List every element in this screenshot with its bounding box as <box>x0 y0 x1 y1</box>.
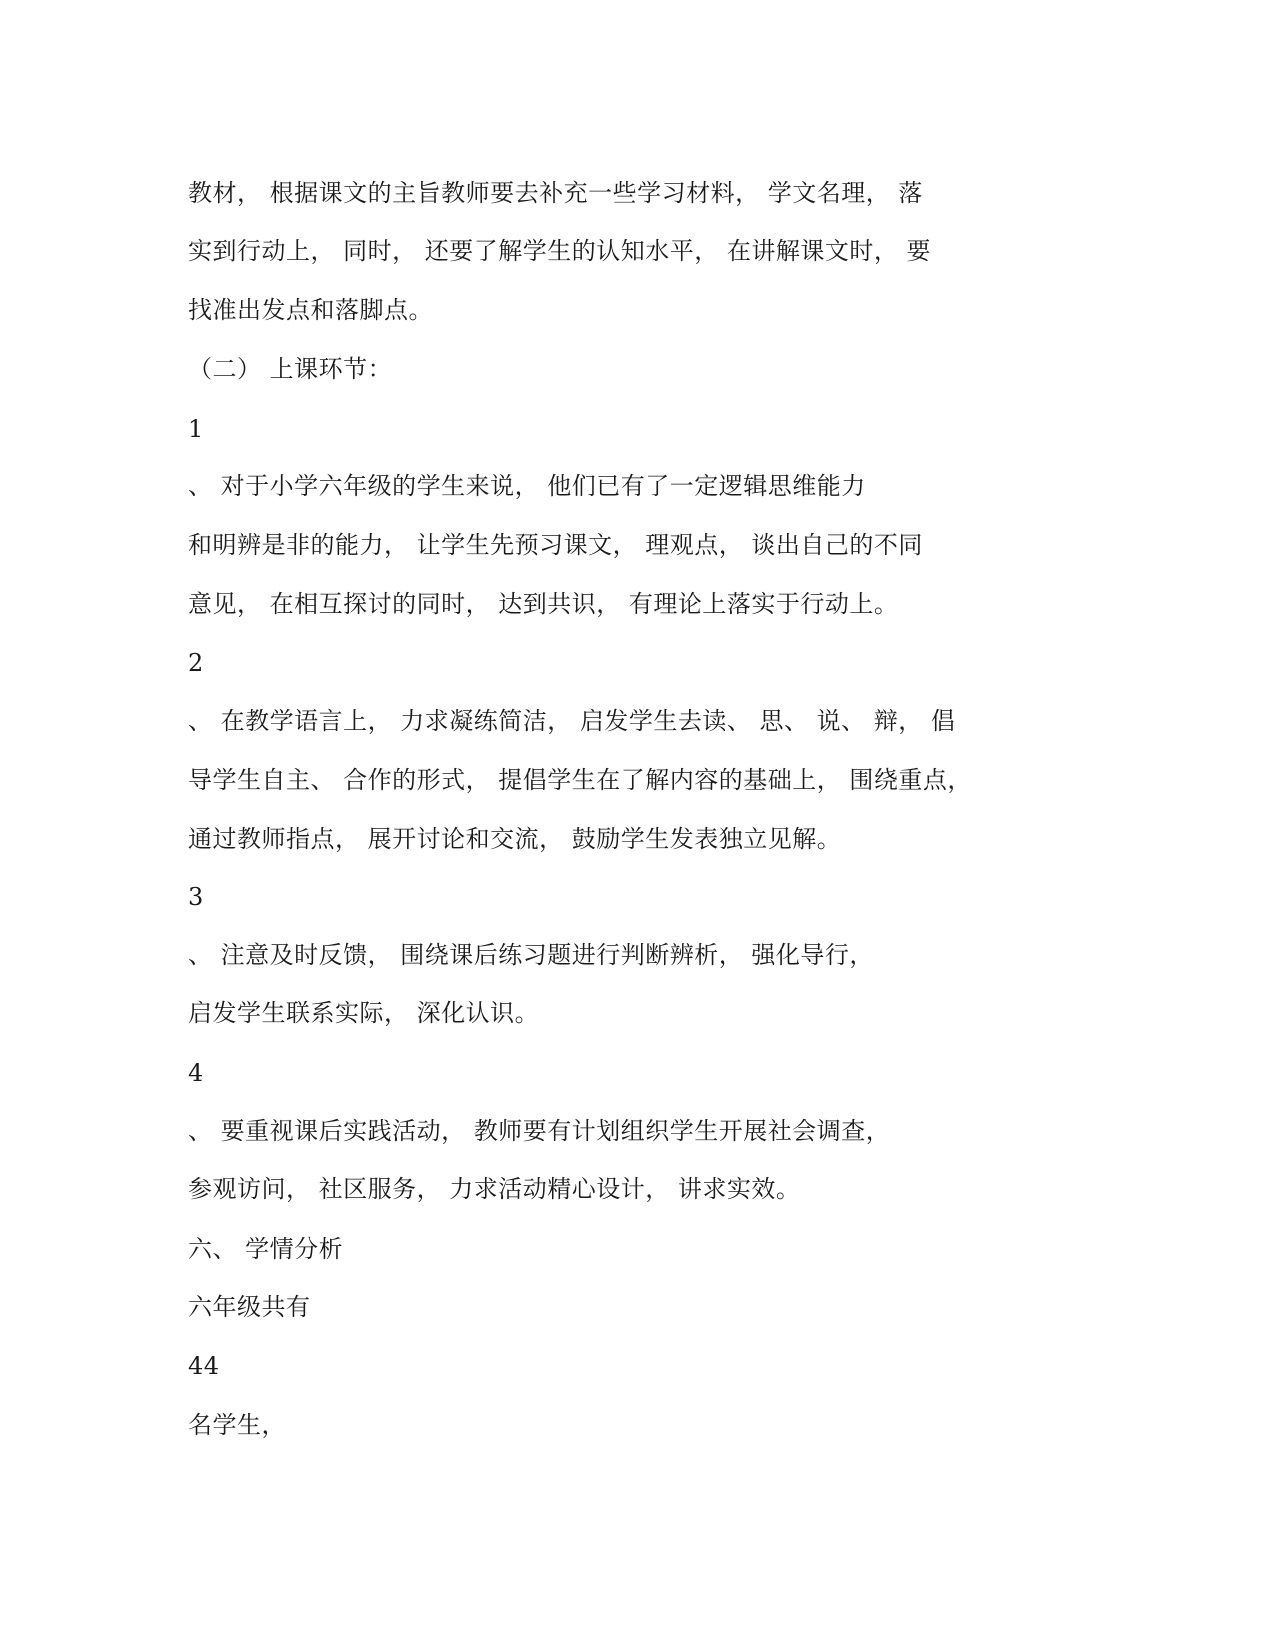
text-line: 实到行动上， 同时， 还要了解学生的认知水平， 在讲解课文时， 要 <box>188 237 932 265</box>
list-number: 3 <box>188 883 204 911</box>
section-heading: 六、 学情分析 <box>188 1235 344 1263</box>
text-line: 和明辨是非的能力， 让学生先预习课文， 理观点， 谈出自己的不同 <box>188 531 923 559</box>
section-heading: （二） 上课环节： <box>188 355 393 383</box>
text-line: 名学生， <box>188 1411 286 1439</box>
text-line: 教材， 根据课文的主旨教师要去补充一些学习材料， 学文名理， 落 <box>188 179 923 207</box>
list-number: 2 <box>188 649 204 677</box>
text-line: 、 要重视课后实践活动， 教师要有计划组织学生开展社会调查， <box>188 1117 891 1145</box>
list-number: 4 <box>188 1059 204 1087</box>
text-line: 参观访问， 社区服务， 力求活动精心设计， 讲求实效。 <box>188 1175 801 1203</box>
text-line: 、 在教学语言上， 力求凝练简洁， 启发学生去读、 思、 说、 辩， 倡 <box>188 707 956 735</box>
text-line: 、 注意及时反馈， 围绕课后练习题进行判断辨析， 强化导行， <box>188 941 874 969</box>
text-line: 、 对于小学六年级的学生来说， 他们已有了一定逻辑思维能力 <box>188 472 866 500</box>
list-number: 1 <box>188 415 204 443</box>
text-line: 意见， 在相互探讨的同时， 达到共识， 有理论上落实于行动上。 <box>188 590 899 618</box>
text-line: 导学生自主、 合作的形式， 提倡学生在了解内容的基础上， 围绕重点， <box>188 766 972 794</box>
text-line: 44 <box>188 1352 220 1380</box>
text-line: 启发学生联系实际， 深化认识。 <box>188 999 540 1027</box>
text-line: 找准出发点和落脚点。 <box>188 296 433 324</box>
text-line: 六年级共有 <box>188 1293 311 1321</box>
text-line: 通过教师指点， 展开讨论和交流， 鼓励学生发表独立见解。 <box>188 825 842 853</box>
